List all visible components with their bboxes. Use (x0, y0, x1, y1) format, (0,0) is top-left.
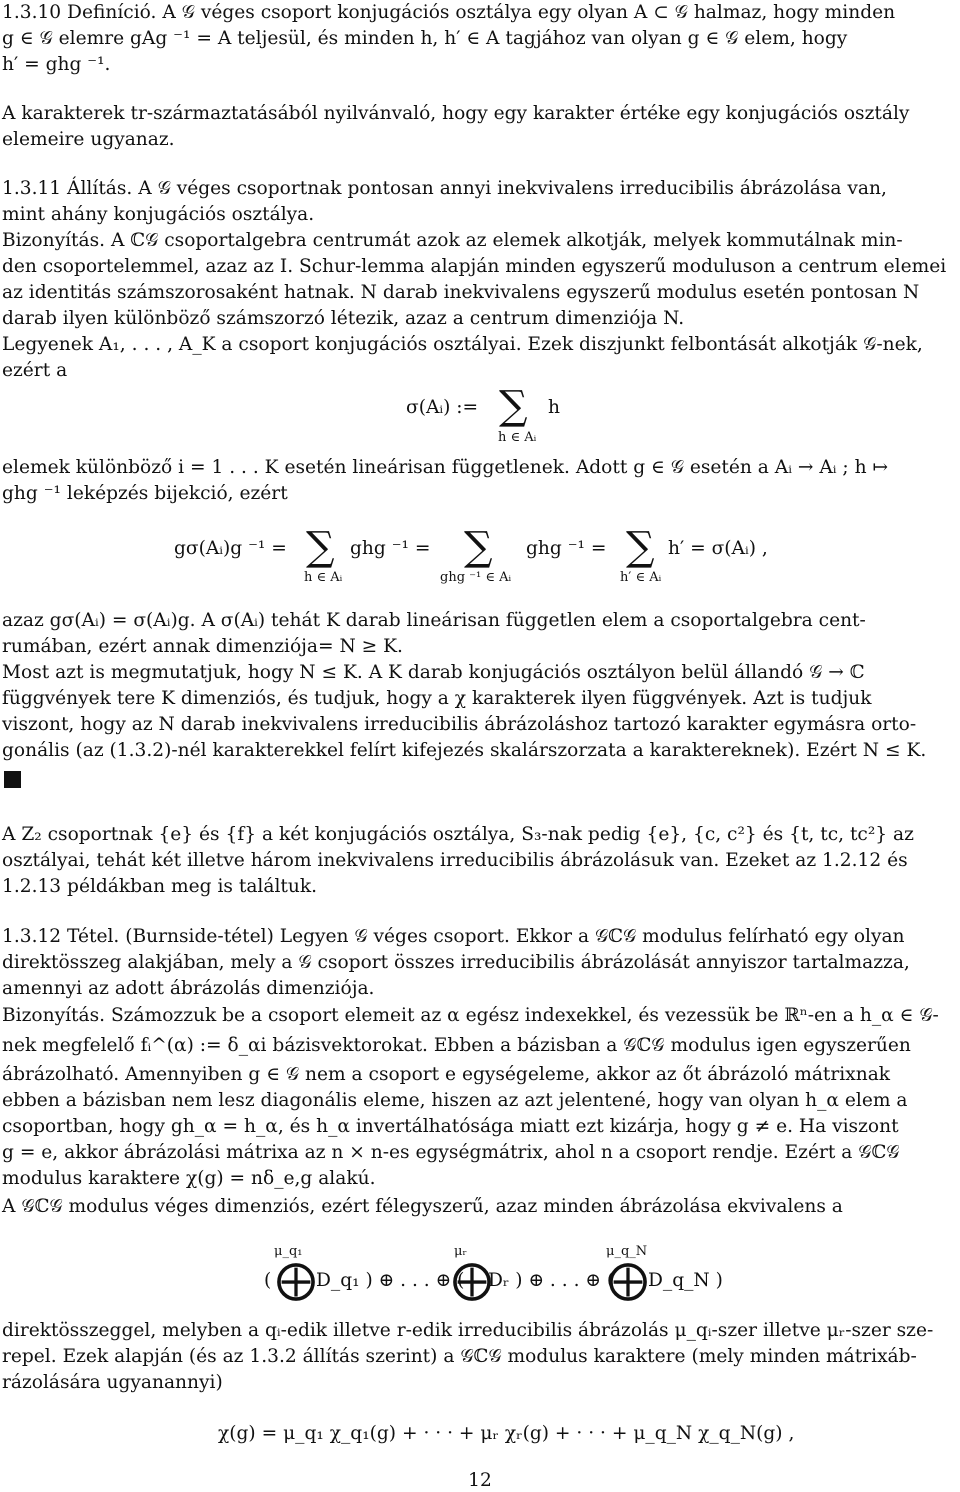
sum-index: ghg ⁻¹ ∈ Aᵢ (440, 570, 512, 585)
qed-square-icon (4, 771, 21, 788)
proof-line: Most azt is megmutatjuk, hogy N ≤ K. A K darab konjugációs osztályon belül állandó 𝒢 → ℂ (2, 662, 865, 683)
bigoplus-symbol: ⨁ (452, 1257, 492, 1303)
proof-line: rumában, ezért annak dimenziója= N ≥ K. (2, 636, 403, 657)
sum-index: h′ ∈ Aᵢ (620, 570, 662, 585)
equation-part: Dᵣ ) ⊕ . . . ⊕ ( (488, 1270, 615, 1291)
proposition-line: 1.3.11 Állítás. A 𝒢 véges csoportnak pontosan annyi inekvivalens irreducibilis ábrázolása van, (2, 178, 887, 199)
paragraph-line: osztályai, tehát két illetve három inekvivalens irreducibilis ábrázolásuk van. Ezeket az 1.2.12 és (2, 850, 908, 871)
proof-line: rázolására ugyanannyi) (2, 1372, 223, 1393)
paragraph-line: elemeire ugyanaz. (2, 129, 175, 150)
proof-line: darab ilyen különböző számszorzó létezik, azaz a centrum dimenziója N. (2, 308, 685, 329)
proof-line: az identitás számszorosaként hatnak. N darab inekvivalens egyszerű modulus esetén pontosan N (2, 282, 920, 303)
proof-line: Bizonyítás. Számozzuk be a csoport elemeit az α egész indexekkel, és vezessük be ℝⁿ-en a h_α ∈ 𝒢- (2, 1005, 939, 1026)
definition-line: 1.3.10 Definíció. A 𝒢 véges csoport konjugációs osztálya egy olyan A ⊂ 𝒢 halmaz, hogy minden (2, 2, 896, 23)
theorem-line: amennyi az adott ábrázolás dimenziója. (2, 978, 375, 999)
definition-line: g ∈ 𝒢 elemre gAg ⁻¹ = A teljesül, és minden h, h′ ∈ A tagjához van olyan g ∈ 𝒢 elem, hogy (2, 28, 848, 49)
proof-line: ghg ⁻¹ leképzés bijekció, ezért (2, 483, 288, 504)
proof-line: A 𝒢ℂ𝒢 modulus véges dimenziós, ezért félegyszerű, azaz minden ábrázolása ekvivalens a (2, 1196, 843, 1217)
equation-character-sum: χ(g) = μ_q₁ χ_q₁(g) + · · · + μᵣ χᵣ(g) + · · · + μ_q_N χ_q_N(g) , (218, 1423, 795, 1444)
sum-symbol: ∑ (499, 383, 528, 429)
proof-line: ábrázolható. Amennyiben g ∈ 𝒢 nem a csoport e egységeleme, akkor az őt ábrázoló mátrixnak (2, 1064, 891, 1085)
proof-line: Bizonyítás. A ℂ𝒢 csoportalgebra centrumát azok az elemek alkotják, melyek kommutálnak min- (2, 230, 903, 251)
proof-line: repel. Ezek alapján (és az 1.3.2 állítás szerint) a 𝒢ℂ𝒢 modulus karaktere (mely minden mátrixáb- (2, 1346, 917, 1367)
proof-line: függvények tere K dimenziós, és tudjuk, hogy a χ karakterek ilyen függvények. Azt is tudjuk (2, 688, 872, 709)
paragraph-line: A karakterek tr-származtatásából nyilvánvaló, hogy egy karakter értéke egy konjugációs osztály (2, 103, 910, 124)
sum-index: h ∈ Aᵢ (304, 570, 343, 585)
superscript: μ_q_N (606, 1244, 648, 1259)
proof-line: ezért a (2, 360, 68, 381)
proposition-line: mint ahány konjugációs osztálya. (2, 204, 315, 225)
equation-part: h′ = σ(Aᵢ) , (668, 538, 768, 559)
proof-line: viszont, hogy az N darab inekvivalens irreducibilis ábrázoláshoz tartozó karakter egymásra orto- (2, 714, 917, 735)
equation-part: ghg ⁻¹ = (350, 538, 431, 559)
sum-index: h ∈ Aᵢ (498, 430, 537, 445)
theorem-line: direktösszeg alakjában, mely a 𝒢 csoport összes irreducibilis ábrázolását annyiszor tartalmazza, (2, 952, 910, 973)
proof-line: csoportban, hogy gh_α = h_α, és h_α invertálhatósága miatt ezt kizárja, hogy g ≠ e. Ha viszont (2, 1116, 899, 1137)
proof-line: g = e, akkor ábrázolási mátrixa az n × n-es egységmátrix, ahol n a csoport rendje. Ezért a 𝒢ℂ𝒢 (2, 1142, 900, 1163)
equation-part: gσ(Aᵢ)g ⁻¹ = (174, 538, 287, 559)
equation-part: D_q₁ ) ⊕ . . . ⊕ ( (316, 1270, 465, 1291)
sum-symbol: ∑ (626, 524, 655, 570)
proof-line: azaz gσ(Aᵢ) = σ(Aᵢ)g. A σ(Aᵢ) tehát K darab lineárisan független elem a csoportalgebra cent- (2, 610, 866, 631)
proof-line: nek megfelelő fᵢ^(α) := δ_αi bázisvektorokat. Ebben a bázisban a 𝒢ℂ𝒢 modulus igen egyszerűen (2, 1035, 911, 1056)
paragraph-line: 1.2.13 példákban meg is találtuk. (2, 876, 318, 897)
equation-lhs: σ(Aᵢ) := (406, 397, 479, 418)
sum-symbol: ∑ (306, 524, 335, 570)
proof-line: gonális (az (1.3.2)-nél karakterekkel felírt kifejezés skalárszorzata a karaktereknek). Ezért N ≤ K. (2, 740, 927, 761)
proof-line: ebben a bázisban nem lesz diagonális eleme, hiszen az azt jelentené, hogy van olyan h_α elem a (2, 1090, 908, 1111)
equation-part: D_q_N ) (648, 1270, 723, 1291)
superscript: μᵣ (454, 1244, 467, 1259)
proof-line: direktösszeggel, melyben a qᵢ-edik illetve r-edik irreducibilis ábrázolás μ_qᵢ-szer illetve μᵣ-szer sze- (2, 1320, 934, 1341)
proof-line: Legyenek A₁, . . . , A_K a csoport konjugációs osztályai. Ezek diszjunkt felbontását alkotják 𝒢-nek, (2, 334, 923, 355)
page-number: 12 (468, 1470, 492, 1491)
paragraph-line: A Z₂ csoportnak {e} és {f} a két konjugációs osztálya, S₃-nak pedig {e}, {c, c²} és {t, tc, tc²} az (2, 824, 914, 845)
sum-symbol: ∑ (464, 524, 493, 570)
bigoplus-symbol: ⨁ (276, 1257, 316, 1303)
definition-line: h′ = ghg ⁻¹. (2, 54, 111, 75)
proof-line: modulus karaktere χ(g) = nδ_e,g alakú. (2, 1168, 376, 1189)
equation-part: ( (264, 1270, 272, 1291)
proof-line: elemek különböző i = 1 . . . K esetén lineárisan függetlenek. Adott g ∈ 𝒢 esetén a Aᵢ → Aᵢ ; h ↦ (2, 457, 889, 478)
equation-part: ghg ⁻¹ = (526, 538, 607, 559)
superscript: μ_q₁ (274, 1244, 303, 1259)
bigoplus-symbol: ⨁ (608, 1257, 648, 1303)
equation-body: h (548, 397, 560, 418)
proof-line: den csoportelemmel, azaz az I. Schur-lemma alapján minden egyszerű moduluson a centrum elemei (2, 256, 947, 277)
theorem-line: 1.3.12 Tétel. (Burnside-tétel) Legyen 𝒢 véges csoport. Ekkor a 𝒢ℂ𝒢 modulus felírható egy olyan (2, 926, 905, 947)
